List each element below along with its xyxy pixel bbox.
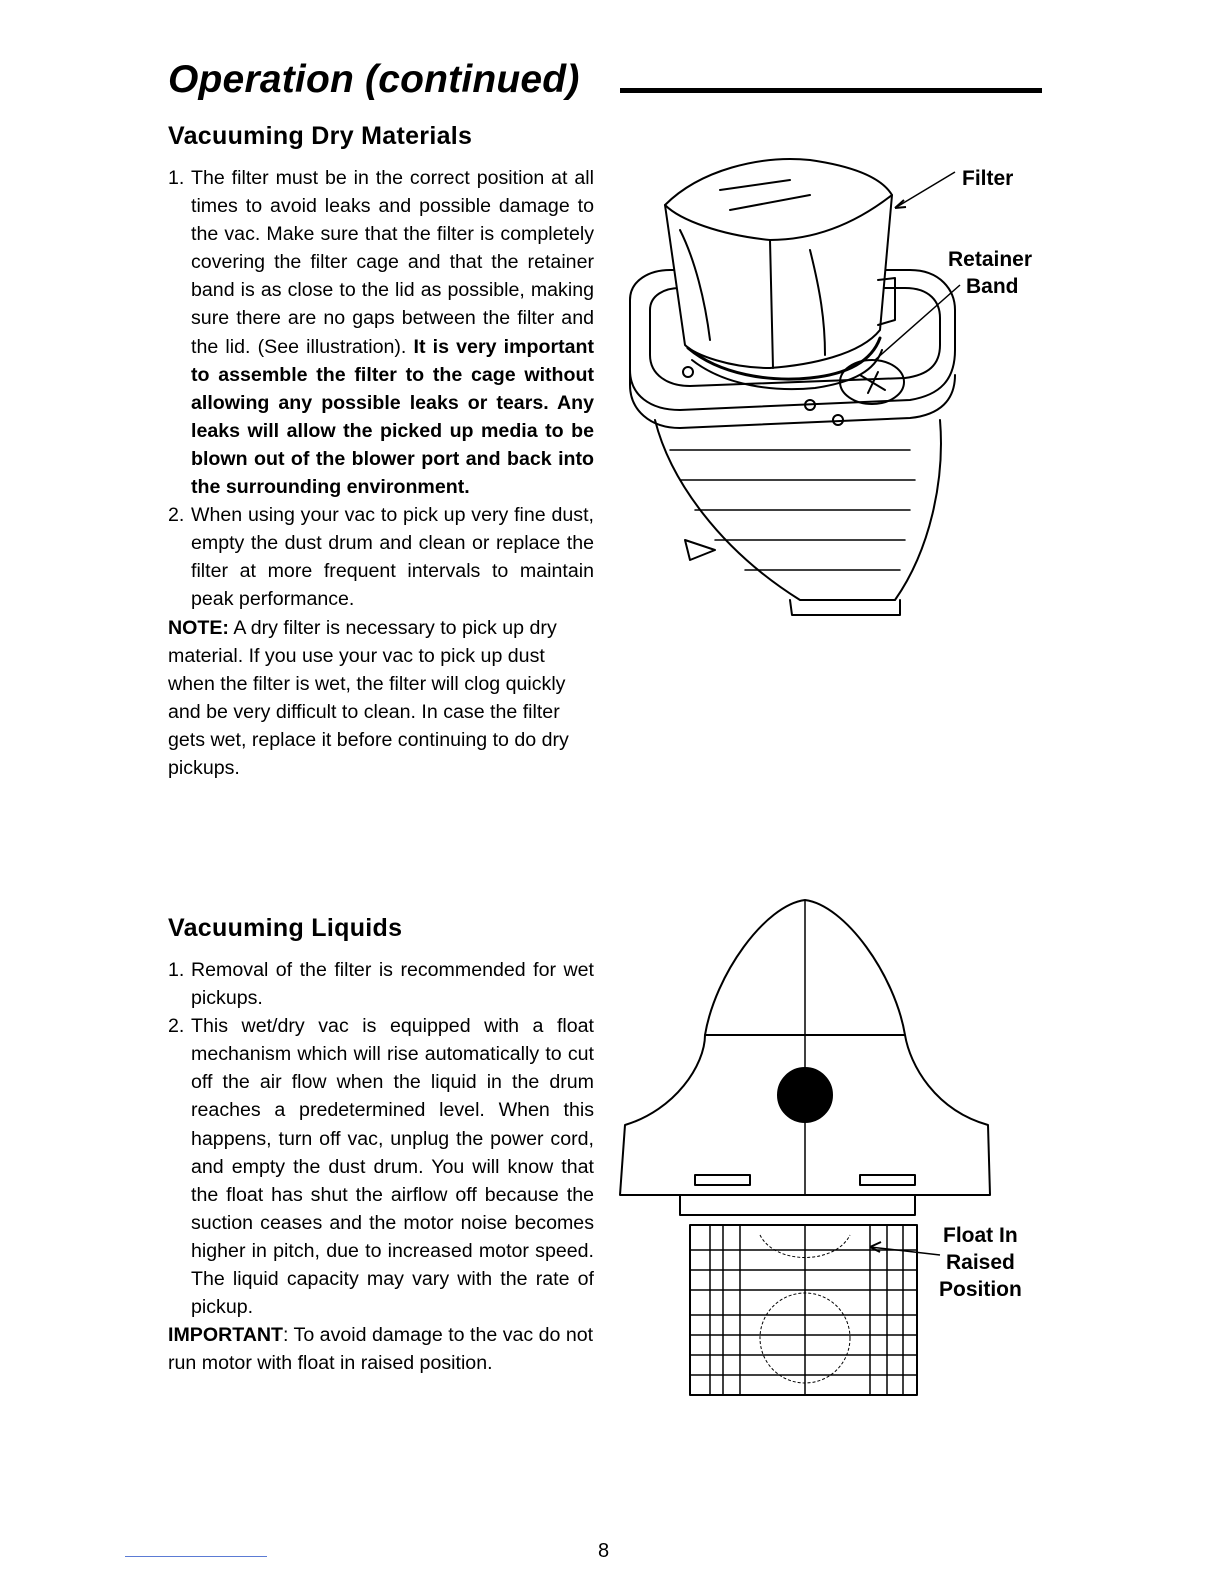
liquid-step-2 bbox=[168, 1012, 594, 1321]
note-text: A dry filter is necessary to pick up dry material. If you use your vac to pick up dust when the filter is wet, the filter will clog quickly and be very difficult to clean. In case the filter gets wet, replace it before continuing to do dry pickups. bbox=[168, 616, 569, 779]
dry-step-2 bbox=[168, 501, 594, 613]
step-number: 2. bbox=[168, 504, 185, 527]
label-band: Band bbox=[966, 275, 1019, 298]
important-paragraph bbox=[168, 1321, 594, 1377]
important-label: IMPORTANT bbox=[168, 1324, 284, 1347]
page-title: Operation (continued) bbox=[168, 58, 580, 101]
heading-vacuuming-liquids: Vacuuming Liquids bbox=[168, 914, 403, 942]
footer-rule bbox=[125, 1556, 267, 1557]
important-text: : To avoid damage to the vac do not run motor with float in raised position. bbox=[168, 1324, 594, 1375]
liquids-body bbox=[168, 956, 594, 1377]
step-text: Removal of the filter is recommended for wet pickups. bbox=[191, 959, 594, 1010]
label-position: Position bbox=[939, 1278, 1022, 1301]
step-number: 2. bbox=[168, 1015, 185, 1038]
title-rule bbox=[620, 88, 1042, 93]
label-float-in: Float In bbox=[943, 1224, 1018, 1247]
dry-steps-list bbox=[168, 164, 594, 614]
page-number: 8 bbox=[598, 1540, 610, 1562]
step-text: When using your vac to pick up very fine dust, empty the dust drum and clean or replace the filter at more frequent intervals to maintain peak performance. bbox=[191, 504, 594, 611]
label-retainer: Retainer bbox=[948, 248, 1033, 271]
dry-step-1 bbox=[168, 164, 594, 501]
note-label: NOTE: bbox=[168, 616, 229, 639]
label-raised: Raised bbox=[946, 1251, 1015, 1274]
step-number: 1. bbox=[168, 167, 185, 189]
step-warning-bold: It is very important to assemble the filter to the cage without allowing any possible leaks or tears. Any leaks will allow the picked up media to be blown out of the blower port and back into the surrounding environment. bbox=[191, 335, 594, 499]
step-text: The filter must be in the correct position at all times to avoid leaks and possible damage to the vac. Make sure that the filter is completely covering the filter cage and that the retainer band is as close to the lid as possible, making sure there are no gaps between the filter and the lid. (See illustration). bbox=[191, 167, 594, 358]
float-mechanism-illustration bbox=[615, 895, 995, 1400]
note-paragraph bbox=[168, 614, 594, 783]
heading-dry-materials: Vacuuming Dry Materials bbox=[168, 122, 473, 150]
step-number: 1. bbox=[168, 959, 185, 981]
label-filter: Filter bbox=[962, 167, 1014, 190]
liquid-step-1 bbox=[168, 956, 594, 1012]
dry-materials-body bbox=[168, 164, 594, 782]
liquid-steps-list bbox=[168, 956, 594, 1321]
step-text: This wet/dry vac is equipped with a float mechanism which will rise automatically to cut off the air flow when the liquid in the drum reaches a predetermined level. When this happens, turn off vac, unplug the power cord, and empty the dust drum. You will know that the float has shut the airflow off because the suction ceases and the motor noise becomes higher in pitch, due to increased motor speed. The liquid capacity may vary with the rate of pickup. bbox=[191, 1015, 594, 1319]
